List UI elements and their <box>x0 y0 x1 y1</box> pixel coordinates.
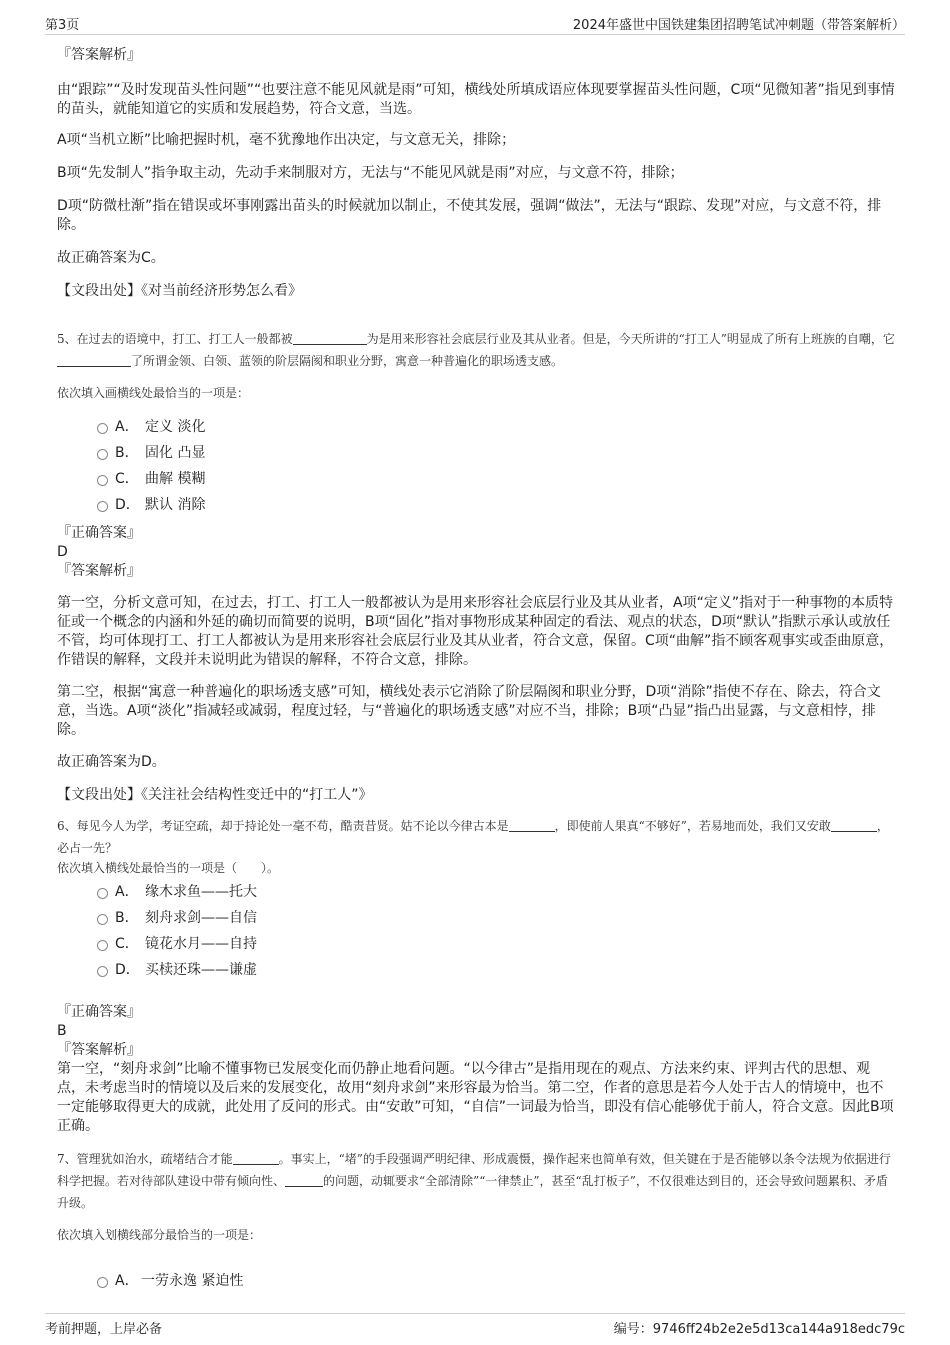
q4-conclusion: 故正确答案为C。 <box>57 250 165 266</box>
q5-option-c[interactable]: C． 曲解 模糊 <box>57 466 897 492</box>
q4-analysis-option-b: B项“先发制人”指争取主动，先动手来制服对方，无法与“不能见风就是雨”对应，与文意不符，排除； <box>57 165 684 181</box>
document-id: 编号：9746ff24b2e2e5d13ca144a918edc79c <box>613 1322 905 1337</box>
q5-stem: 5、在过去的语境中，打工、打工人一般都被 为是用来形容社会底层行业及其从业者。但是，今天所讲的“打工人”明显成了所有上班族的自嘲，它了所谓金领、白领、蓝领的阶层隔阂和职业分野，寓意一种普遍化的职场透支感。 <box>57 332 895 368</box>
q5-prompt: 依次填入画横线处最恰当的一项是： <box>57 386 250 400</box>
radio-icon[interactable] <box>97 501 108 512</box>
q4-analysis-option-d: D项“防微杜渐”指在错误或坏事刚露出苗头的时候就加以制止，不使其发展，强调“做法”，无法与“跟踪、发现”对应，与文意不符，排除。 <box>57 198 882 233</box>
radio-icon[interactable] <box>97 914 108 925</box>
q5-answer-label: 『正确答案』 <box>57 525 141 541</box>
q6-prompt: 依次填入横线处最恰当的一项是（ ）。 <box>57 861 280 875</box>
q6-option-b[interactable]: B． 刻舟求剑——自信 <box>57 905 897 931</box>
q5-option-a[interactable]: A． 定义 淡化 <box>57 414 897 440</box>
q6-option-a[interactable]: A． 缘木求鱼——托大 <box>57 879 897 905</box>
q7-option-a[interactable]: A． 一劳永逸 紧迫性 <box>57 1268 897 1294</box>
q6-options <box>57 879 897 983</box>
radio-icon[interactable] <box>97 449 108 460</box>
q6-option-d[interactable]: D． 买椟还珠——谦虚 <box>57 957 897 983</box>
q5-analysis-paragraph-1: 第一空，分析文意可知，在过去，打工、打工人一般都被认为是用来形容社会底层行业及其从业者，A项“定义”指对于一种事物的本质特征或一个概念的内涵和外延的确切而简要的说明，B项“固化”指对事物形成某种固定的看法、观点的状态，D项“默认”指默示承认或放任不管，均可体现打工、打工人都被认为是用来形容社会底层行业及其从业者，符合文意，保留。C项“曲解”指不顾客观事实或歪曲原意，作错误的解释，文段并未说明此为错误的解释，不符合文意，排除。 <box>57 595 894 668</box>
q5-conclusion: 故正确答案为D。 <box>57 754 166 770</box>
document-content <box>57 46 897 1294</box>
q7-blank-2 <box>285 1173 323 1187</box>
q6-option-c[interactable]: C． 镜花水月——自持 <box>57 931 897 957</box>
page-number: 第3页 <box>45 18 80 33</box>
q4-analysis-paragraph: 由“跟踪”“及时发现苗头性问题”“也要注意不能见风就是雨”可知，横线处所填成语应体现要掌握苗头性问题，C项“见微知著”指见到事情的苗头，就能知道它的实质和发展趋势，符合文意，当选。 <box>57 82 895 117</box>
q4-analysis-label: 『答案解析』 <box>57 47 141 63</box>
radio-icon[interactable] <box>97 1277 108 1288</box>
q6-answer: B <box>57 1023 67 1039</box>
radio-icon[interactable] <box>97 475 108 486</box>
radio-icon[interactable] <box>97 888 108 899</box>
q7-prompt: 依次填入划横线部分最恰当的一项是： <box>57 1228 262 1242</box>
q6-stem: 6、每见今人为学，考证空疏，却于持论处一毫不苟，酷责昔贤。姑不论以今律古本是 ，即使前人果真“不够好”，若易地而处，我们又安敢 ，必占一先？ <box>57 819 889 855</box>
q7-options <box>57 1268 897 1294</box>
footer-slogan: 考前押题，上岸必备 <box>45 1322 163 1337</box>
document-title: 2024年盛世中国铁建集团招聘笔试冲刺题（带答案解析） <box>572 18 905 33</box>
q5-blank-1 <box>293 331 367 345</box>
page-footer <box>45 1313 905 1336</box>
q5-option-b[interactable]: B． 固化 凸显 <box>57 440 897 466</box>
q5-options <box>57 414 897 518</box>
radio-icon[interactable] <box>97 423 108 434</box>
q6-analysis-label: 『答案解析』 <box>57 1042 141 1058</box>
q5-answer: D <box>57 544 68 560</box>
q4-analysis-option-a: A项“当机立断”比喻把握时机，毫不犹豫地作出决定，与文意无关，排除； <box>57 132 516 148</box>
q5-analysis-paragraph-2: 第二空，根据“寓意一种普遍化的职场透支感”可知，横线处表示它消除了阶层隔阂和职业分野，D项“消除”指使不存在、除去，符合文意，当选。A项“淡化”指减轻或减弱，程度过轻，与“普遍化的职场透支感”对应不当，排除；B项“凸显”指凸出显露，与文意相悖，排除。 <box>57 684 881 738</box>
radio-icon[interactable] <box>97 966 108 977</box>
q6-blank-1 <box>509 818 555 832</box>
q5-option-d[interactable]: D． 默认 消除 <box>57 492 897 518</box>
q6-blank-2 <box>831 818 877 832</box>
q5-blank-2 <box>57 353 131 367</box>
radio-icon[interactable] <box>97 940 108 951</box>
q4-source: 【文段出处】《对当前经济形势怎么看》 <box>57 283 302 299</box>
q7-stem: 7、管理犹如治水，疏堵结合才能 。事实上，“堵”的手段强调严明纪律、形成震慑，操作起来也简单有效，但关键在于是否能够以条令法规为依据进行科学把握。若对待部队建设中带有倾向性、 的问题，动辄要求“全部清除”“一律禁止”，甚至“乱打板子”，不仅很难达到目的，还会导致问题累积、矛盾升级。 <box>57 1152 891 1210</box>
q5-source: 【文段出处】《关注社会结构性变迁中的“打工人”》 <box>57 787 373 803</box>
q5-analysis-label: 『答案解析』 <box>57 563 141 579</box>
q7-blank-1 <box>233 1151 279 1165</box>
page-header <box>45 14 905 35</box>
q6-analysis-paragraph: 第一空，“刻舟求剑”比喻不懂事物已发展变化而仍静止地看问题。“以今律古”是指用现在的观点、方法来约束、评判古代的思想、观点，未考虑当时的情境以及后来的发展变化，故用“刻舟求剑”来形容最为恰当。第二空，作者的意思是若今人处于古人的情境中，也不一定能够取得更大的成就，此处用了反问的形式。由“安敢”可知，“自信”一词最为恰当，即没有信心能够优于前人，符合文意。因此B项正确。 <box>57 1061 894 1134</box>
q6-answer-label: 『正确答案』 <box>57 1004 141 1020</box>
